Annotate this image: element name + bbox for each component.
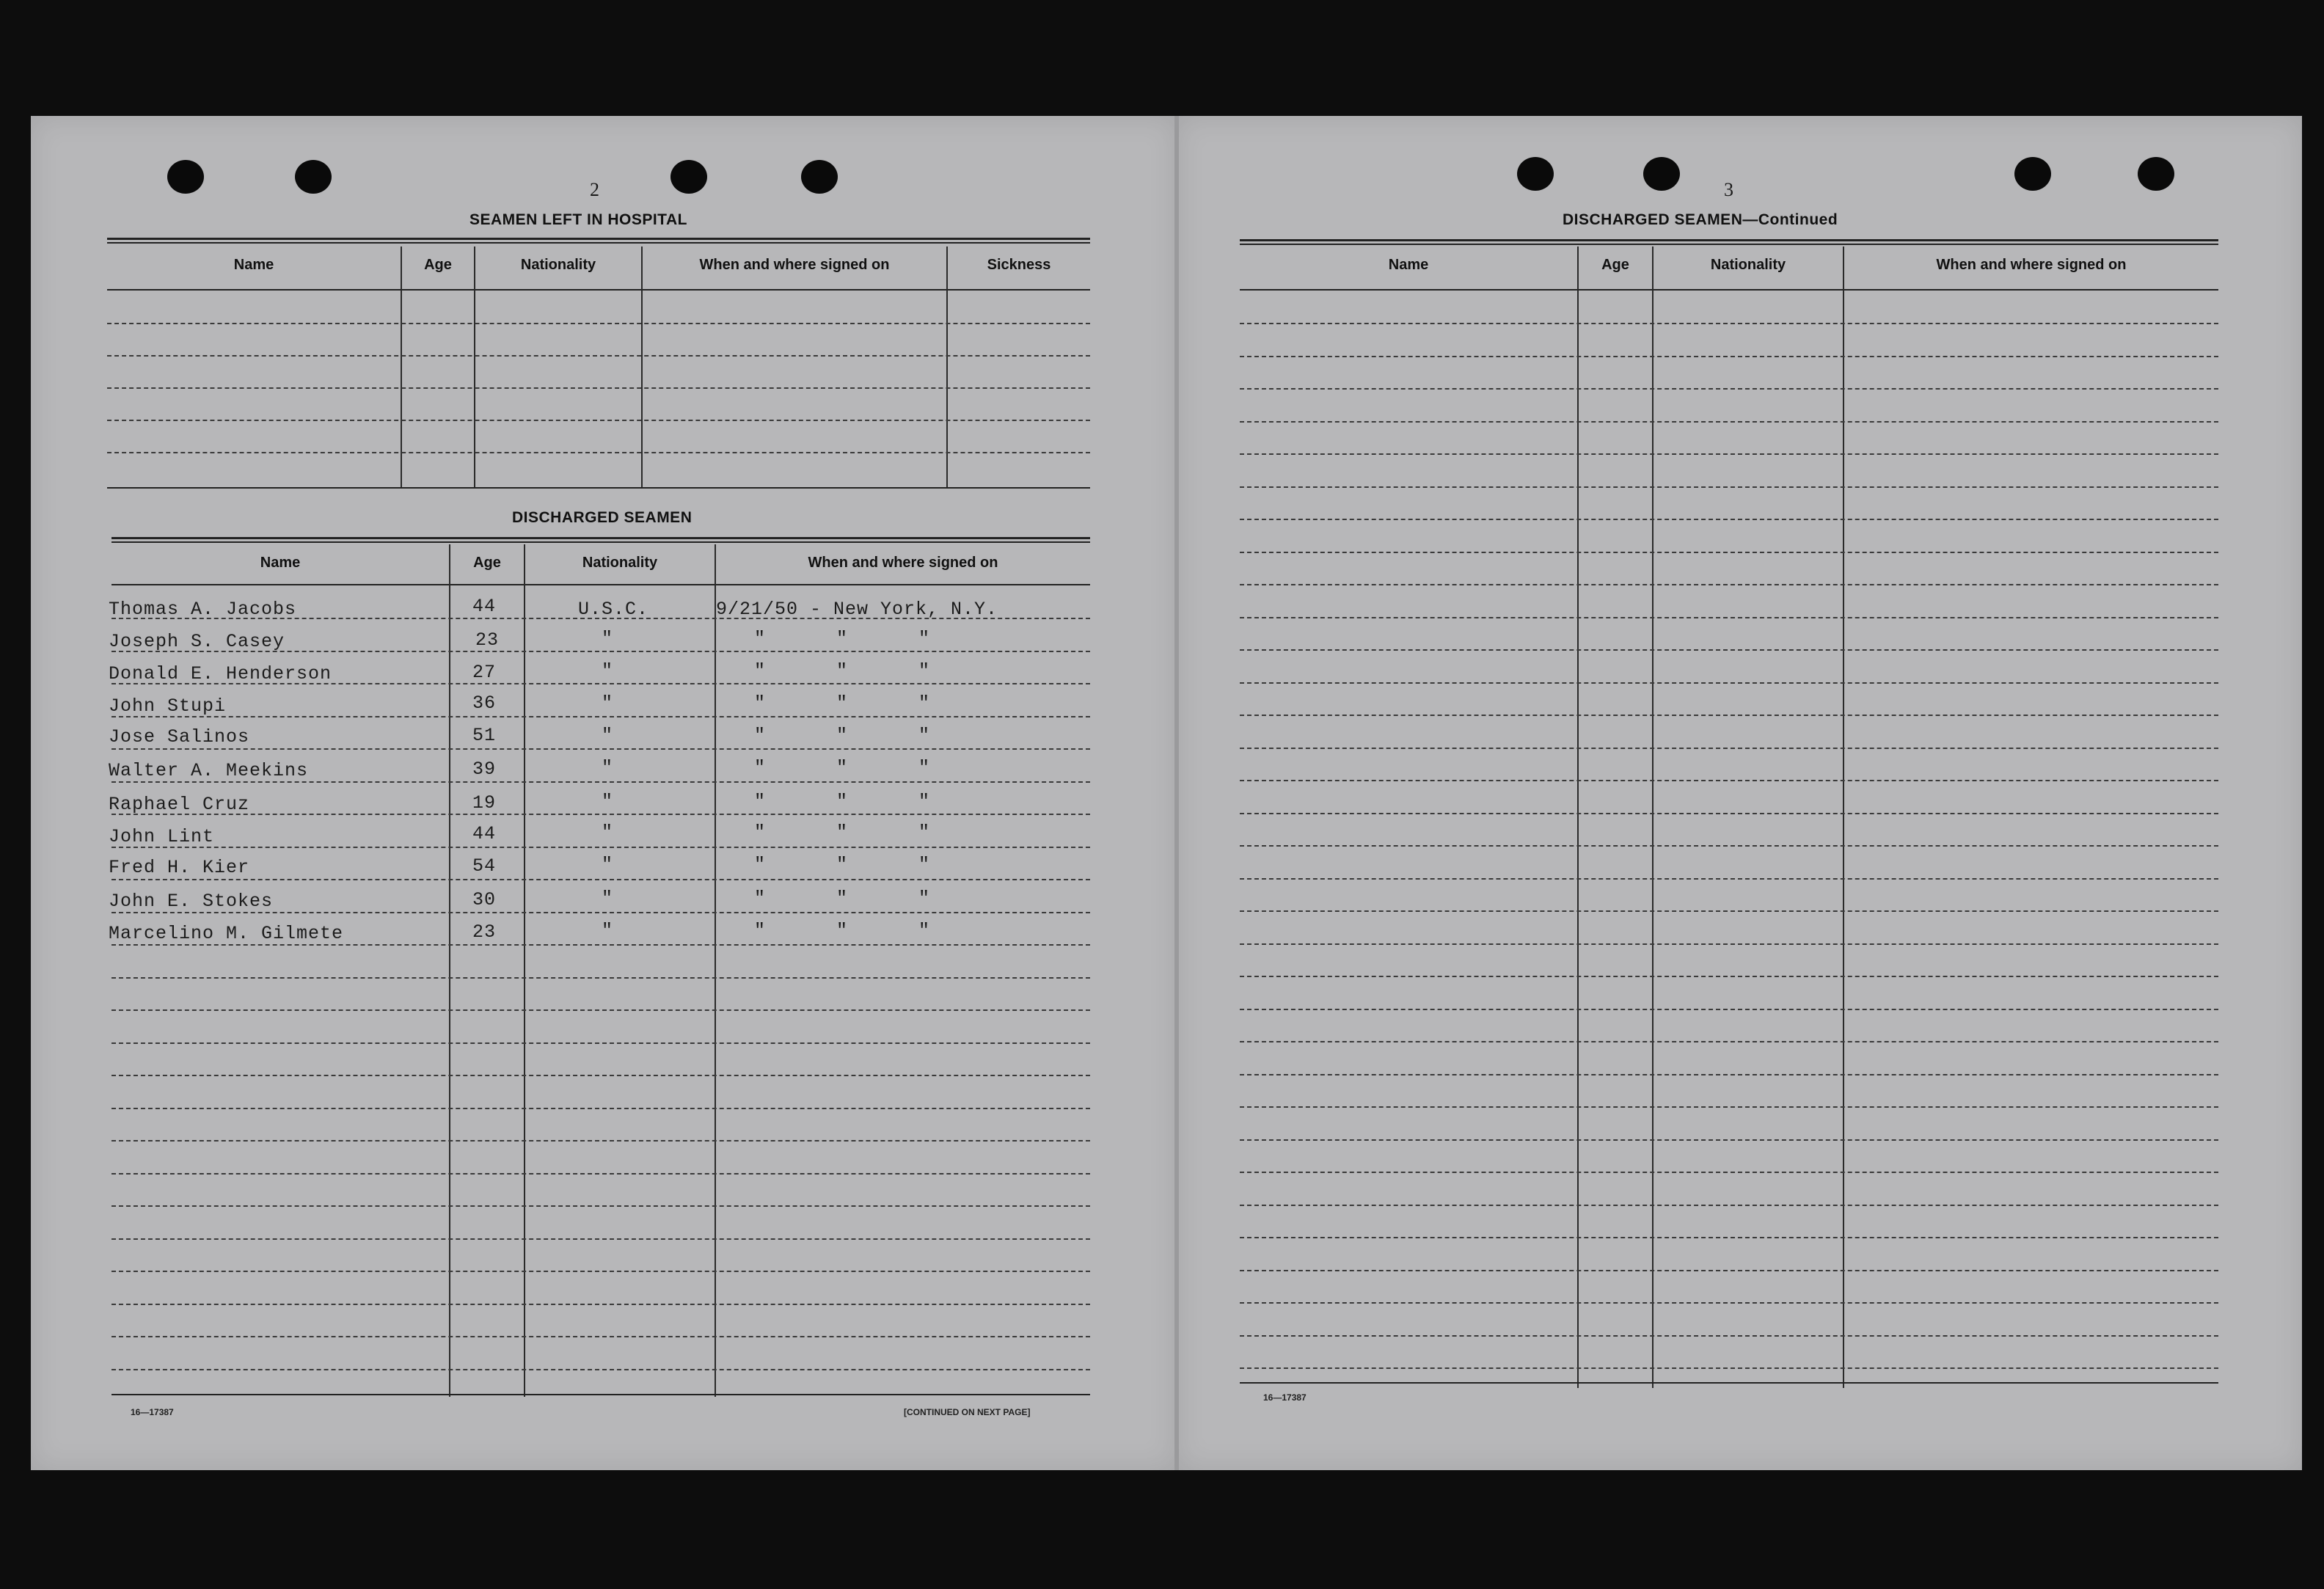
seaman-age: 51 bbox=[472, 725, 497, 746]
seaman-nationality: " bbox=[602, 888, 614, 909]
seaman-name: Thomas A. Jacobs bbox=[109, 599, 297, 620]
seaman-name: Fred H. Kier bbox=[109, 857, 250, 878]
col-header-signed-on: When and where signed on bbox=[808, 555, 998, 571]
row-line bbox=[1240, 1139, 2218, 1141]
row-line bbox=[1240, 1172, 2218, 1173]
seaman-signed-on: " " " bbox=[754, 725, 931, 746]
row-line bbox=[1240, 715, 2218, 716]
row-line bbox=[107, 452, 1090, 453]
row-line bbox=[112, 977, 1090, 979]
section-rule bbox=[1240, 239, 2218, 241]
row-line bbox=[1240, 552, 2218, 553]
row-line bbox=[112, 1009, 1090, 1011]
column-divider bbox=[524, 544, 525, 1397]
section-rule bbox=[107, 242, 1090, 244]
column-divider bbox=[449, 544, 450, 1397]
punch-hole bbox=[295, 160, 332, 194]
seaman-signed-on: 9/21/50 - New York, N.Y. bbox=[716, 599, 998, 620]
column-divider bbox=[1652, 246, 1654, 1388]
punch-hole bbox=[1517, 157, 1554, 191]
seaman-name: John Lint bbox=[109, 826, 215, 847]
row-line bbox=[112, 1238, 1090, 1240]
seaman-signed-on: " " " bbox=[754, 693, 931, 714]
row-line bbox=[1240, 584, 2218, 585]
row-line bbox=[1240, 1367, 2218, 1369]
discharged-section-title: DISCHARGED SEAMEN bbox=[512, 509, 693, 526]
row-line bbox=[1240, 910, 2218, 912]
row-line bbox=[1240, 1074, 2218, 1075]
seaman-age: 23 bbox=[472, 921, 497, 943]
row-line bbox=[1240, 421, 2218, 423]
seaman-signed-on: " " " bbox=[754, 628, 931, 649]
column-divider bbox=[1577, 246, 1579, 1388]
section-rule bbox=[107, 238, 1090, 240]
seaman-name: Joseph S. Casey bbox=[109, 631, 285, 652]
punch-hole bbox=[670, 160, 707, 194]
col-header-nationality: Nationality bbox=[1710, 257, 1786, 273]
seaman-signed-on: " " " bbox=[754, 791, 931, 812]
column-divider bbox=[1843, 246, 1844, 1388]
col-header-name: Name bbox=[233, 257, 274, 273]
seaman-name: John Stupi bbox=[109, 695, 227, 717]
header-rule bbox=[112, 584, 1090, 585]
seaman-age: 19 bbox=[472, 792, 497, 814]
row-line bbox=[112, 1205, 1090, 1207]
row-line bbox=[1240, 878, 2218, 880]
seaman-age: 36 bbox=[472, 693, 497, 714]
seaman-signed-on: " " " bbox=[754, 920, 931, 941]
row-line bbox=[112, 1042, 1090, 1044]
punch-hole bbox=[167, 160, 204, 194]
row-line bbox=[107, 420, 1090, 421]
hospital-section-title: SEAMEN LEFT IN HOSPITAL bbox=[469, 211, 687, 228]
seaman-signed-on: " " " bbox=[754, 822, 931, 843]
row-line bbox=[1240, 1335, 2218, 1337]
table-bottom-rule bbox=[1240, 1382, 2218, 1384]
row-line bbox=[1240, 356, 2218, 357]
seaman-signed-on: " " " bbox=[754, 854, 931, 875]
continued-note: [CONTINUED ON NEXT PAGE] bbox=[904, 1407, 1031, 1417]
row-line bbox=[112, 748, 1090, 750]
seaman-name: Jose Salinos bbox=[109, 726, 250, 748]
row-line bbox=[1240, 1041, 2218, 1042]
row-line bbox=[1240, 1237, 2218, 1238]
form-number: 16—17387 bbox=[131, 1407, 174, 1417]
section-rule bbox=[1240, 244, 2218, 245]
seaman-signed-on: " " " bbox=[754, 757, 931, 778]
page-fold bbox=[1174, 116, 1179, 1470]
col-header-name: Name bbox=[260, 555, 301, 571]
punch-hole bbox=[1643, 157, 1680, 191]
row-line bbox=[112, 814, 1090, 815]
row-line bbox=[1240, 1302, 2218, 1304]
row-line bbox=[107, 323, 1090, 324]
right-page bbox=[1177, 116, 2302, 1470]
seaman-nationality: " bbox=[602, 757, 614, 778]
col-header-signed-on: When and where signed on bbox=[1936, 257, 2127, 273]
row-line bbox=[112, 847, 1090, 848]
row-line bbox=[112, 1108, 1090, 1109]
seaman-signed-on: " " " bbox=[754, 660, 931, 682]
row-line bbox=[1240, 1009, 2218, 1010]
seaman-nationality: " bbox=[602, 693, 614, 714]
row-line bbox=[112, 1173, 1090, 1175]
row-line bbox=[112, 1336, 1090, 1337]
row-line bbox=[112, 1271, 1090, 1272]
punch-hole bbox=[2138, 157, 2174, 191]
seaman-age: 44 bbox=[472, 823, 497, 844]
row-line bbox=[1240, 1205, 2218, 1206]
seaman-signed-on: " " " bbox=[754, 888, 931, 909]
row-line bbox=[1240, 486, 2218, 488]
seaman-nationality: " bbox=[602, 822, 614, 843]
table-bottom-rule bbox=[112, 1394, 1090, 1395]
seaman-name: Raphael Cruz bbox=[109, 794, 250, 815]
col-header-nationality: Nationality bbox=[582, 555, 658, 571]
seaman-name: John E. Stokes bbox=[109, 891, 274, 912]
row-line bbox=[107, 355, 1090, 357]
seaman-age: 44 bbox=[472, 596, 497, 617]
row-line bbox=[112, 1304, 1090, 1305]
row-line bbox=[112, 716, 1090, 717]
seaman-nationality: " bbox=[602, 791, 614, 812]
page-number: 2 bbox=[590, 179, 599, 200]
row-line bbox=[112, 879, 1090, 880]
seaman-age: 30 bbox=[472, 889, 497, 910]
col-header-sickness: Sickness bbox=[987, 257, 1051, 273]
row-line bbox=[1240, 649, 2218, 651]
column-divider bbox=[715, 544, 716, 1397]
section-rule bbox=[112, 537, 1090, 539]
row-line bbox=[1240, 1270, 2218, 1271]
row-line bbox=[1240, 617, 2218, 618]
seaman-nationality: " bbox=[602, 628, 614, 649]
row-line bbox=[1240, 748, 2218, 749]
seaman-name: Walter A. Meekins bbox=[109, 760, 309, 781]
col-header-signed-on: When and where signed on bbox=[699, 257, 890, 273]
row-line bbox=[112, 1140, 1090, 1141]
row-line bbox=[1240, 943, 2218, 945]
form-number: 16—17387 bbox=[1263, 1392, 1307, 1403]
col-header-age: Age bbox=[424, 257, 452, 273]
punch-hole bbox=[801, 160, 838, 194]
seaman-age: 27 bbox=[472, 662, 497, 683]
page-number: 3 bbox=[1724, 179, 1733, 200]
seaman-name: Marcelino M. Gilmete bbox=[109, 923, 344, 944]
seaman-nationality: U.S.C. bbox=[578, 599, 649, 620]
seaman-age: 39 bbox=[472, 759, 497, 780]
seaman-nationality: " bbox=[602, 854, 614, 875]
col-header-age: Age bbox=[473, 555, 501, 571]
row-line bbox=[1240, 388, 2218, 390]
row-line bbox=[1240, 519, 2218, 520]
row-line bbox=[112, 1075, 1090, 1076]
col-header-nationality: Nationality bbox=[520, 257, 596, 273]
section-bottom-rule bbox=[107, 487, 1090, 489]
section-rule bbox=[112, 541, 1090, 543]
seaman-nationality: " bbox=[602, 660, 614, 682]
row-line bbox=[1240, 813, 2218, 814]
punch-hole bbox=[2014, 157, 2051, 191]
row-line bbox=[1240, 323, 2218, 324]
bleed-through-text bbox=[440, 220, 446, 245]
row-line bbox=[1240, 1106, 2218, 1108]
row-line bbox=[1240, 976, 2218, 977]
row-line bbox=[1240, 453, 2218, 455]
row-line bbox=[1240, 780, 2218, 781]
header-rule bbox=[1240, 289, 2218, 291]
header-rule bbox=[107, 289, 1090, 291]
seaman-nationality: " bbox=[602, 725, 614, 746]
row-line bbox=[112, 944, 1090, 946]
seaman-name: Donald E. Henderson bbox=[109, 663, 332, 684]
discharged-continued-title: DISCHARGED SEAMEN—Continued bbox=[1563, 211, 1838, 228]
col-header-name: Name bbox=[1388, 257, 1429, 273]
row-line bbox=[107, 387, 1090, 389]
seaman-age: 23 bbox=[475, 629, 500, 651]
seaman-nationality: " bbox=[602, 920, 614, 941]
col-header-age: Age bbox=[1601, 257, 1629, 273]
row-line bbox=[1240, 845, 2218, 847]
row-line bbox=[112, 1369, 1090, 1370]
seaman-age: 54 bbox=[472, 855, 497, 877]
row-line bbox=[1240, 682, 2218, 684]
